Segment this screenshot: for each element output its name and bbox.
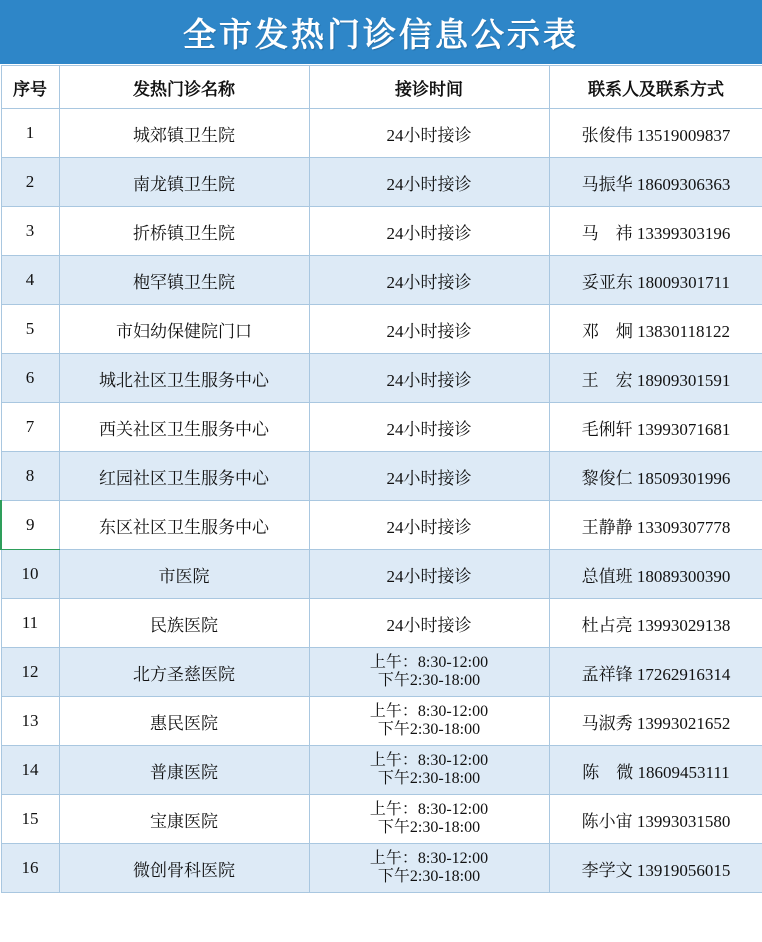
cell-clinic-name: 民族医院 <box>59 599 309 648</box>
table-row <box>1 746 762 795</box>
table-body <box>1 109 762 893</box>
cell-contact: 总值班 18089300390 <box>549 550 762 599</box>
table-row <box>1 550 762 599</box>
sheet-title-bar <box>0 0 762 65</box>
table-row <box>1 795 762 844</box>
table-row <box>1 697 762 746</box>
cell-clinic-name: 枹罕镇卫生院 <box>59 256 309 305</box>
cell-contact: 杜占亮 13993029138 <box>549 599 762 648</box>
cell-hours: 24小时接诊 <box>309 599 549 648</box>
hours-afternoon: 下午2:30-18:00 <box>377 868 481 885</box>
table-row <box>1 109 762 158</box>
hours-morning: 上午：8:30-12:00 <box>369 702 489 720</box>
column-header-hours: 接诊时间 <box>309 66 549 109</box>
cell-index: 8 <box>1 452 59 501</box>
cell-clinic-name: 城北社区卫生服务中心 <box>59 354 309 403</box>
cell-contact: 张俊伟 13519009837 <box>549 109 762 158</box>
cell-clinic-name: 北方圣慈医院 <box>59 648 309 697</box>
cell-clinic-name: 折桥镇卫生院 <box>59 207 309 256</box>
cell-clinic-name: 西关社区卫生服务中心 <box>59 403 309 452</box>
cell-index: 12 <box>1 648 59 697</box>
table-header <box>1 66 762 109</box>
cell-hours <box>309 795 549 844</box>
cell-contact: 邓 炯 13830118122 <box>549 305 762 354</box>
cell-contact: 妥亚东 18009301711 <box>549 256 762 305</box>
cell-contact: 黎俊仁 18509301996 <box>549 452 762 501</box>
page-title: 全市发热门诊信息公示表 <box>183 17 579 54</box>
table-row <box>1 648 762 697</box>
fever-clinic-table <box>0 65 762 893</box>
cell-contact: 马振华 18609306363 <box>549 158 762 207</box>
cell-clinic-name: 东区社区卫生服务中心 <box>59 501 309 550</box>
cell-index: 1 <box>1 109 59 158</box>
hours-morning: 上午：8:30-12:00 <box>369 800 489 818</box>
cell-hours: 24小时接诊 <box>309 354 549 403</box>
cell-contact: 马淑秀 13993021652 <box>549 697 762 746</box>
table-header-row <box>1 66 762 109</box>
cell-index: 7 <box>1 403 59 452</box>
cell-index: 5 <box>1 305 59 354</box>
hours-afternoon: 下午2:30-18:00 <box>377 721 481 738</box>
cell-hours <box>309 648 549 697</box>
cell-hours <box>309 844 549 893</box>
hours-morning: 上午：8:30-12:00 <box>369 653 489 671</box>
cell-clinic-name: 惠民医院 <box>59 697 309 746</box>
cell-index: 4 <box>1 256 59 305</box>
cell-index: 2 <box>1 158 59 207</box>
cell-hours: 24小时接诊 <box>309 403 549 452</box>
cell-contact: 王静静 13309307778 <box>549 501 762 550</box>
cell-contact: 孟祥锋 17262916314 <box>549 648 762 697</box>
cell-hours: 24小时接诊 <box>309 550 549 599</box>
column-header-index: 序号 <box>1 66 59 109</box>
cell-contact: 毛俐轩 13993071681 <box>549 403 762 452</box>
cell-hours <box>309 746 549 795</box>
column-header-contact: 联系人及联系方式 <box>549 66 762 109</box>
cell-index: 9 <box>1 501 59 550</box>
table-row <box>1 403 762 452</box>
table-row <box>1 305 762 354</box>
cell-hours: 24小时接诊 <box>309 501 549 550</box>
cell-index: 14 <box>1 746 59 795</box>
cell-index: 6 <box>1 354 59 403</box>
table-row <box>1 844 762 893</box>
cell-hours: 24小时接诊 <box>309 207 549 256</box>
cell-hours: 24小时接诊 <box>309 109 549 158</box>
cell-hours: 24小时接诊 <box>309 158 549 207</box>
cell-contact: 陈小宙 13993031580 <box>549 795 762 844</box>
cell-clinic-name: 城郊镇卫生院 <box>59 109 309 158</box>
hours-morning: 上午：8:30-12:00 <box>369 849 489 867</box>
cell-clinic-name: 宝康医院 <box>59 795 309 844</box>
cell-clinic-name: 市妇幼保健院门口 <box>59 305 309 354</box>
cell-contact: 王 宏 18909301591 <box>549 354 762 403</box>
cell-index: 15 <box>1 795 59 844</box>
cell-index: 3 <box>1 207 59 256</box>
hours-afternoon: 下午2:30-18:00 <box>377 672 481 689</box>
column-header-clinic-name: 发热门诊名称 <box>59 66 309 109</box>
cell-hours: 24小时接诊 <box>309 452 549 501</box>
hours-afternoon: 下午2:30-18:00 <box>377 770 481 787</box>
table-row <box>1 501 762 550</box>
table-row <box>1 207 762 256</box>
table-row <box>1 452 762 501</box>
table-row <box>1 599 762 648</box>
cell-clinic-name: 南龙镇卫生院 <box>59 158 309 207</box>
cell-clinic-name: 微创骨科医院 <box>59 844 309 893</box>
hours-afternoon: 下午2:30-18:00 <box>377 819 481 836</box>
table-row <box>1 256 762 305</box>
cell-hours: 24小时接诊 <box>309 305 549 354</box>
table-row <box>1 354 762 403</box>
cell-index: 10 <box>1 550 59 599</box>
cell-contact: 李学文 13919056015 <box>549 844 762 893</box>
cell-clinic-name: 市医院 <box>59 550 309 599</box>
hours-morning: 上午：8:30-12:00 <box>369 751 489 769</box>
cell-index: 16 <box>1 844 59 893</box>
cell-clinic-name: 红园社区卫生服务中心 <box>59 452 309 501</box>
table-row <box>1 158 762 207</box>
cell-contact: 陈 微 18609453111 <box>549 746 762 795</box>
cell-hours: 24小时接诊 <box>309 256 549 305</box>
cell-index: 11 <box>1 599 59 648</box>
cell-contact: 马 祎 13399303196 <box>549 207 762 256</box>
cell-hours <box>309 697 549 746</box>
cell-clinic-name: 普康医院 <box>59 746 309 795</box>
cell-index: 13 <box>1 697 59 746</box>
